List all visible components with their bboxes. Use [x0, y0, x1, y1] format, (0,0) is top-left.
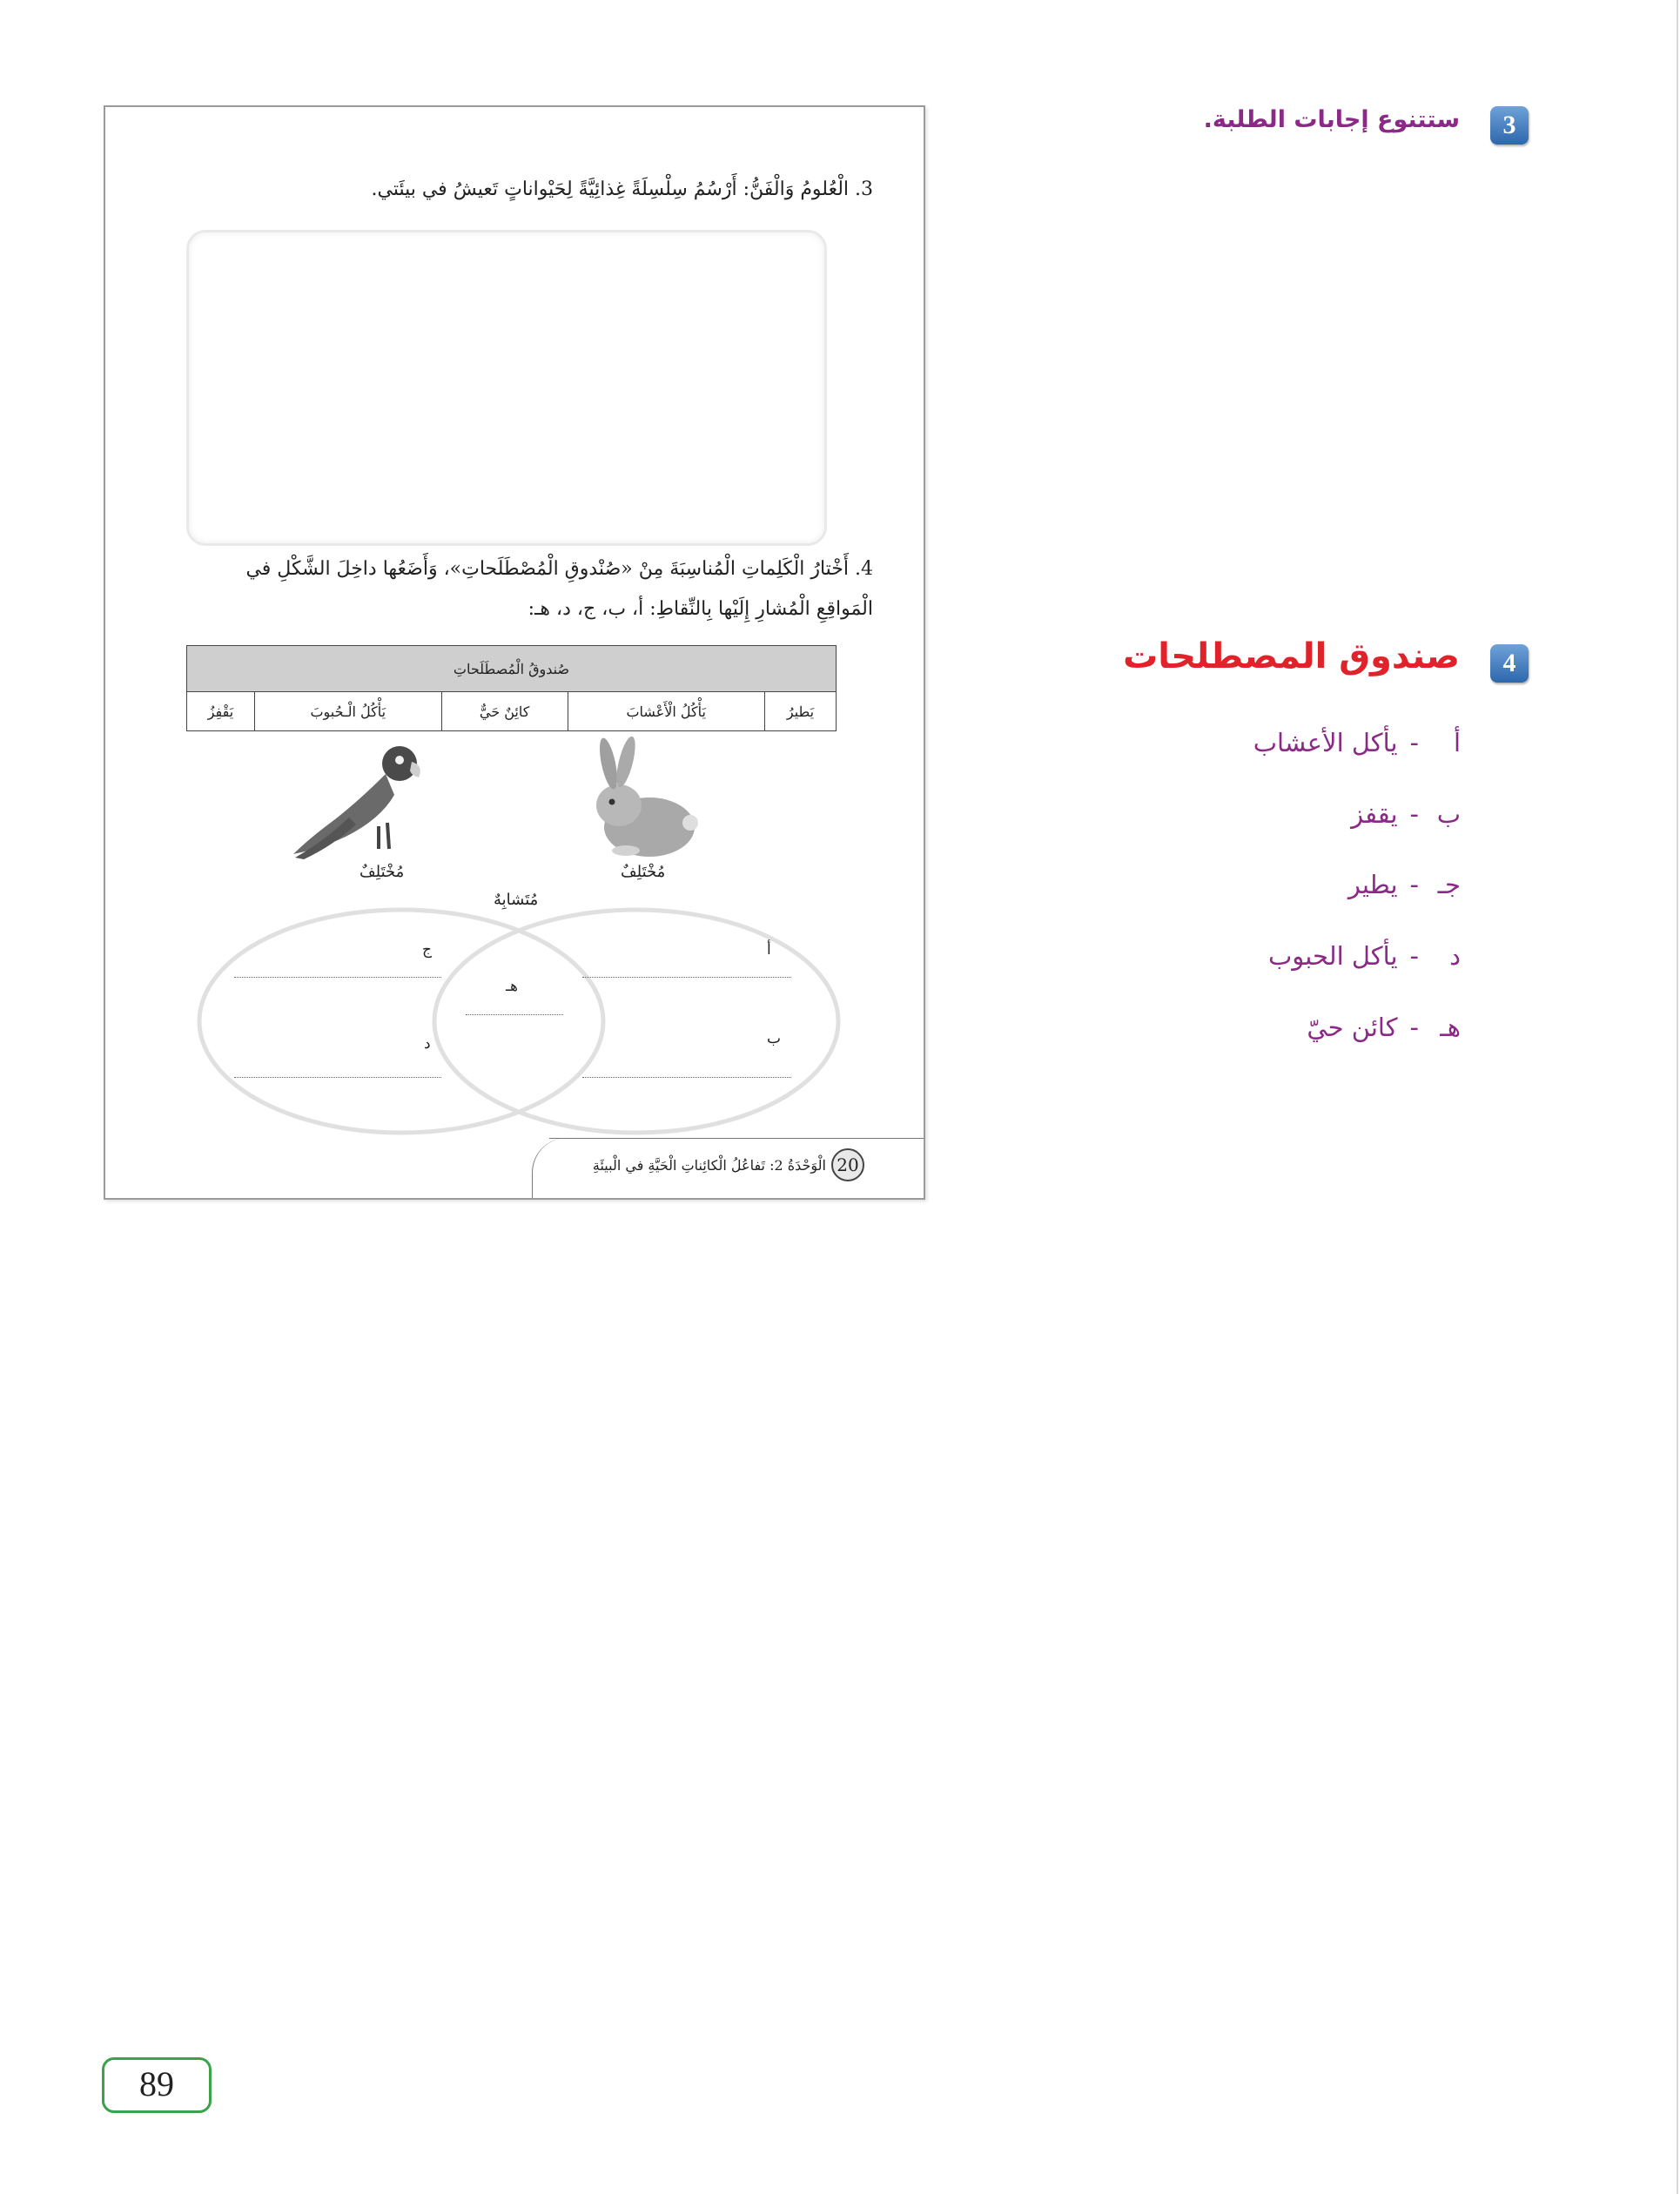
- different-label-rabbit: مُخْتَلِفٌ: [621, 863, 666, 881]
- different-label-parrot: مُخْتَلِفٌ: [360, 863, 405, 881]
- answer-item: [1268, 941, 1461, 971]
- parrot-image: [288, 739, 436, 870]
- answer-line-c: [234, 977, 441, 978]
- answer-item: [1348, 870, 1461, 899]
- venn-letter-b: ب: [767, 1030, 782, 1047]
- answer-line-d: [234, 1077, 441, 1078]
- answer-item-text: كائن حيّ: [1307, 1013, 1398, 1042]
- answer-item: [1307, 1013, 1461, 1042]
- answer-item: [1253, 728, 1461, 757]
- answer-item-text: يقفز: [1351, 799, 1398, 829]
- term-cell: يَطيرُ: [764, 692, 836, 731]
- term-cell: يَأْكُلُ الْـحُبوبَ: [254, 692, 441, 731]
- answer-item: [1351, 799, 1461, 829]
- venn-letter-e: هـ: [506, 978, 518, 995]
- venn-letter-a: أ: [767, 941, 771, 959]
- term-cell: يَأْكُلُ الْأَعْشابَ: [568, 692, 764, 731]
- answer-item-letter: جـ: [1437, 870, 1461, 899]
- worksheet-footer: [593, 1148, 864, 1181]
- answer-item-letter: ب: [1436, 799, 1461, 829]
- question-4-text: [159, 549, 873, 629]
- question-4-line-2: الْمَواقِعِ الْمُشارِ إِلَيْها بِالنِّقاطِ: أ، ب، ج، د، هـ:: [528, 598, 873, 620]
- question-3-answer: ستتنوع إجابات الطلبة.: [1203, 106, 1460, 133]
- answer-item-text: يطير: [1347, 870, 1398, 899]
- answer-item-dash: -: [1409, 728, 1419, 757]
- answer-line-b: [582, 1077, 791, 1078]
- drawing-area: [186, 230, 827, 546]
- question-3-text: 3. الْعُلومُ وَالْفَنُّ: أَرْسُمُ سِلْسِلَةً غِذائِيَّةً لِحَيْواناتٍ تَعيشُ في بيئَتي.: [371, 178, 873, 200]
- question-4-line-1: 4. أَخْتارُ الْكَلِماتِ الْمُناسِبَةَ مِنْ «صُنْدوقِ الْمُصْطَلَحاتِ»، وَأَضَعُها داخِلَ الشَّكْلِ في: [245, 558, 873, 580]
- rabbit-image: [575, 736, 706, 866]
- answer-line-a: [582, 977, 791, 978]
- similar-label: مُتَشابِهٌ: [494, 891, 539, 909]
- terms-box-table: [186, 645, 837, 731]
- venn-letter-d: د: [424, 1035, 431, 1053]
- answer-item-letter: د: [1449, 941, 1461, 971]
- question-3-badge: 3: [1490, 106, 1529, 145]
- answer-item-dash: -: [1409, 1013, 1419, 1042]
- answer-item-text: يأكل الأعشاب: [1253, 728, 1398, 757]
- answer-item-dash: -: [1409, 870, 1419, 899]
- answer-item-dash: -: [1409, 799, 1419, 829]
- answer-item-letter: هـ: [1440, 1013, 1461, 1042]
- answer-item-dash: -: [1409, 941, 1419, 971]
- worksheet-footer-text: الْوَحْدَةُ 2: تَفاعُلُ الْكائِناتِ الْحَيَّةِ في الْبيئَةِ: [592, 1156, 826, 1174]
- question-4-badge: 4: [1490, 644, 1529, 683]
- terms-box-title: صُندوقُ الْمُصطَلَحاتِ: [187, 646, 837, 692]
- page-number: 89: [102, 2057, 212, 2113]
- answer-item-text: يأكل الحبوب: [1267, 941, 1398, 971]
- answer-item-letter: أ: [1453, 728, 1461, 757]
- worksheet-page: [104, 105, 925, 1200]
- page-edge-line: [1677, 0, 1678, 2194]
- venn-letter-c: ج: [422, 941, 432, 959]
- worksheet-page-number: 20: [831, 1148, 864, 1181]
- answer-line-e: [466, 1014, 563, 1015]
- footer-rule: [549, 1138, 924, 1139]
- term-cell: كائِنٌ حَيٌّ: [441, 692, 568, 731]
- question-4-title: صندوق المصطلحات: [1123, 636, 1460, 676]
- venn-diagram: [184, 899, 863, 1152]
- term-cell: يَقْفِزُ: [187, 692, 255, 731]
